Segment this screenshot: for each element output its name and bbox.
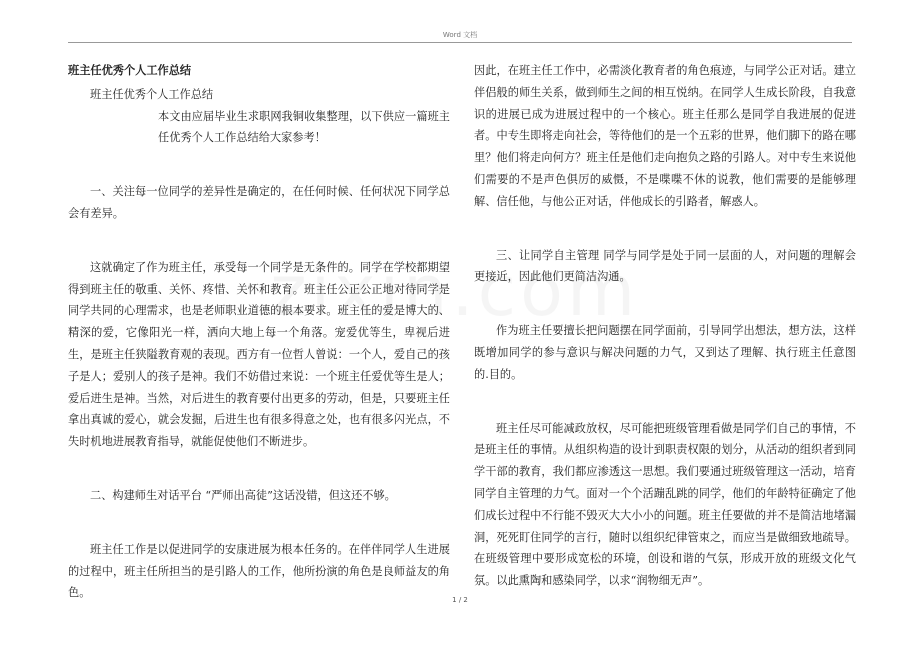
section-paragraph-2: 班主任工作是以促进同学的安康进展为根本任务的。在伴伴同学人生进展的过程中，班主任所担当的是引路人的工作，他所扮演的角色是良师益友的角色。 xyxy=(68,542,450,600)
section-heading-3: 三、让同学自主管理 同学与同学是处于同一层面的人，对问题的理解会更接近，因此他们更简洁沟通。 xyxy=(474,248,856,284)
section-heading-2: 二、构建师生对话平台 “严师出高徒”这话没错，但这还不够。 xyxy=(90,488,396,502)
page-number: 1 / 2 xyxy=(452,596,468,604)
header-rule xyxy=(68,42,852,43)
continued-paragraph: 因此，在班主任工作中，必需淡化教育者的角色痕迹，与同学公正对话。建立伴侣般的师生关系，做到师生之间的相互悦纳。在同学人生成长阶段，自我意识的进展已成为进展过程中的一个核心。班主任那么是同学自我进展的促进者。中专生即将走向社会，等待他们的是一个五彩的世界，他们脚下的路在哪里？他们将走向何方？班主任是他们走向抱负之路的引路人。对中专生来说他们需要的不是声色俱厉的威慑，不是喋喋不休的说教，他们需要的是能够理解、信任他，与他公正对话，伴他成长的引路者，解惑人。 xyxy=(474,64,856,208)
section-paragraph-3: 作为班主任要擅长把问题摆在同学面前，引导同学出想法，想方法，这样既增加同学的参与意识与解决问题的力气，又到达了理解、执行班主任意图的.目的。 xyxy=(474,324,856,381)
document-header: Word 文档 xyxy=(442,31,478,39)
document-title: 班主任优秀个人工作总结 xyxy=(68,63,192,77)
intro-paragraph: 本文由应届毕业生求职网我铜收集整理，以下供应一篇班主任优秀个人工作总结给大家参考！ xyxy=(158,109,450,145)
document-subtitle: 班主任优秀个人工作总结 xyxy=(90,87,214,101)
right-column xyxy=(474,60,856,592)
section-heading-1: 一、关注每一位同学的差异性是确定的，在任何时候、任何状况下同学总会有差异。 xyxy=(68,185,450,220)
left-column xyxy=(68,60,450,604)
section-paragraph-1: 这就确定了作为班主任，承受每一个同学是无条件的。同学在学校都期望得到班主任的敬重、关怀、疼惜、关怀和教育。班主任公正公正地对待同学是同学共同的心理需求，也是老师职业道德的根本要求。班主任的爱是博大的、精深的爱，它像阳光一样，洒向大地上每一个角落。宠爱优等生，卑视后进生，是班主任狭隘教育观的表现。西方有一位哲人曾说：一个人，爱自己的孩子是人；爱别人的孩子是神。我们不妨借过来说：一个班主任爱优等生是人；爱后进生是神。当然，对后进生的教育要付出更多的劳动，但是，只要班主任拿出真诚的爱心，就会发掘，后进生也有很多得意之处，也有很多闪光点，不失时机地进展教育指导，就能促使他们不断进步。 xyxy=(68,260,450,449)
section-paragraph-4: 班主任尽可能减政放权，尽可能把班级管理看做是同学们自己的事情，不是班主任的事情。从组织构造的设计到职责权限的划分，从活动的组织者到同学干部的教育，我们都应渗透这一思想。我们要通过班级管理这一活动，培育同学自主管理的力气。面对一个个活蹦乱跳的同学，他们的年龄特征确定了他们成长过程中不行能不毁灭大大小小的问题。班主任要做的并不是简洁地堵漏洞，死死盯住同学的言行，随时以组织纪律管束之，而应当是做细致地疏导。在班级管理中要形成宽松的环境，创设和谐的气氛，形成开放的班级文化气氛。以此熏陶和感染同学，以求“润物细无声”。 xyxy=(474,421,856,588)
